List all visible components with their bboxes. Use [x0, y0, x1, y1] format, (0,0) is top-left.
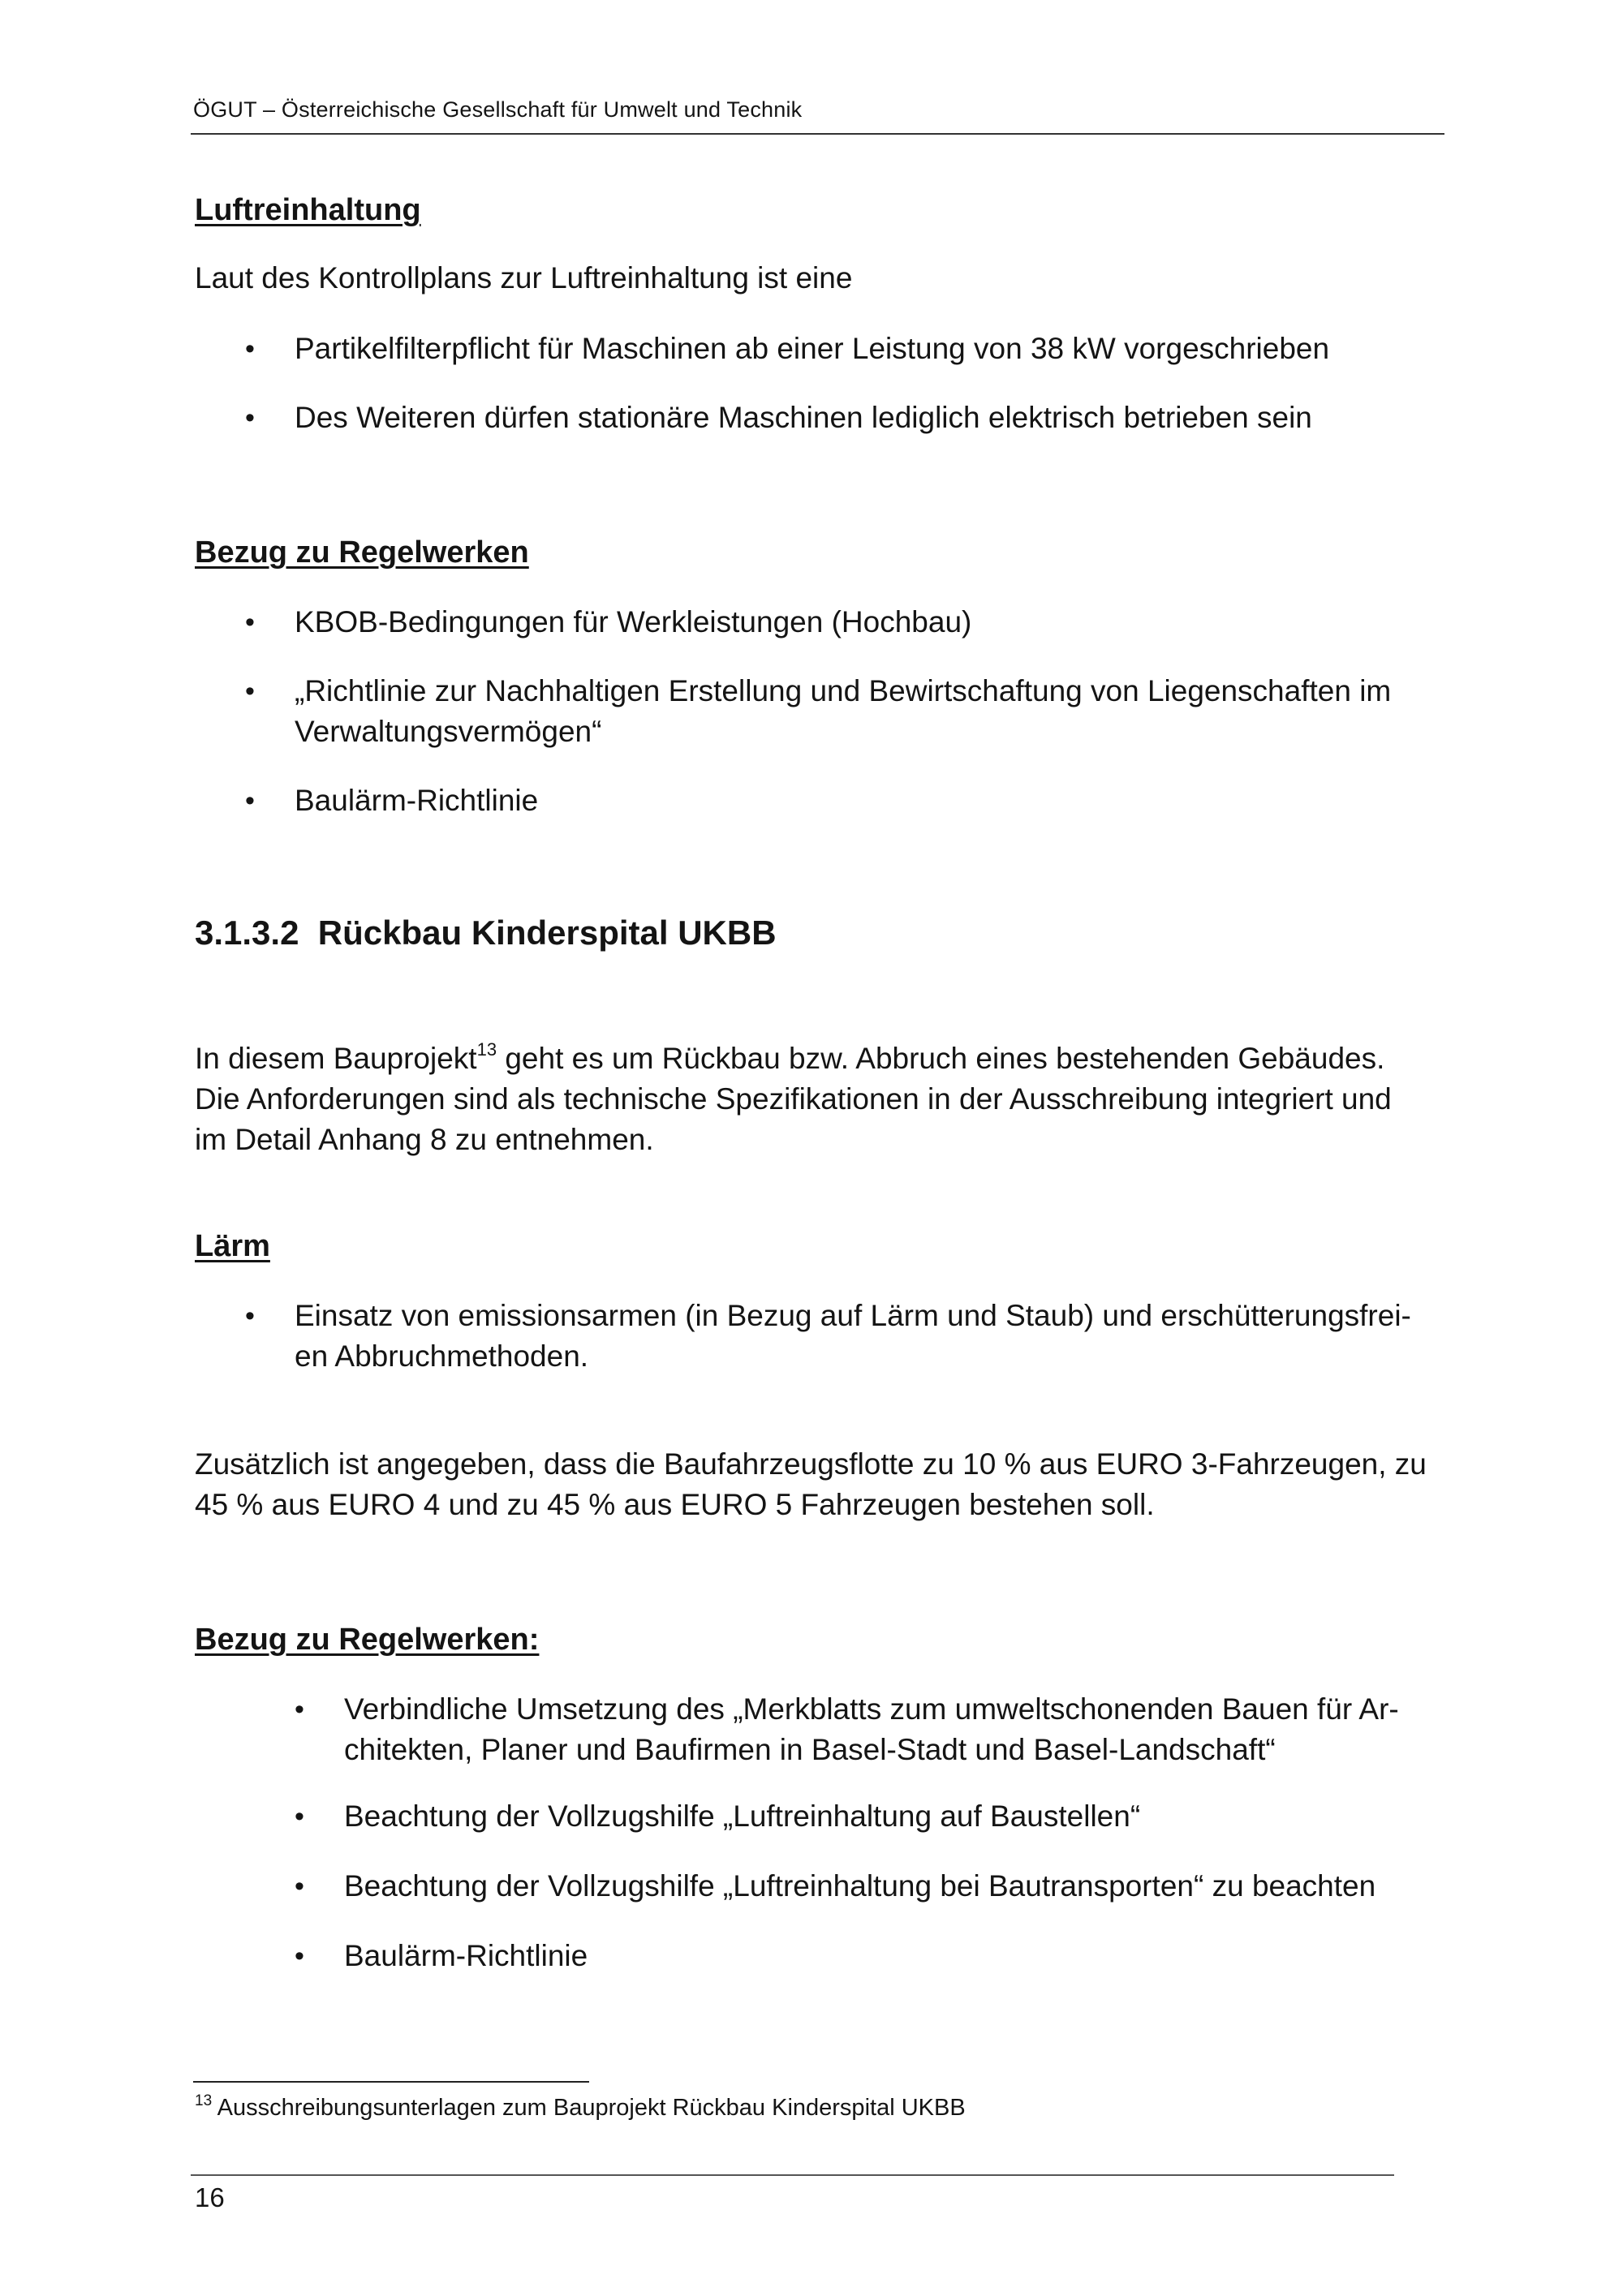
bullet-icon: • [295, 1941, 304, 1971]
footnote-separator [193, 2081, 589, 2083]
paragraph-text: geht es um Rückbau bzw. Abbruch eines bestehenden Gebäudes. [497, 1042, 1385, 1075]
footnote-text: Ausschreibungsunterlagen zum Bauprojekt Rückbau Kinderspital UKBB [212, 2095, 966, 2121]
section-title: 3.1.3.2 Rückbau Kinderspital UKBB [195, 914, 777, 952]
heading-luftreinhaltung: Luftreinhaltung [195, 193, 421, 227]
running-header: ÖGUT – Österreichische Gesellschaft für Umwelt und Technik [193, 97, 803, 122]
paragraph-line: Zusätzlich ist angegeben, dass die Baufahrzeugsflotte zu 10 % aus EURO 3-Fahrzeugen, zu [195, 1447, 1427, 1481]
paragraph-project [195, 1038, 1461, 1160]
paragraph-line [195, 1038, 1461, 1079]
list-item [245, 1296, 1446, 1377]
list-item-text: Verwaltungsvermögen“ [295, 715, 602, 748]
paragraph-line: 45 % aus EURO 4 und zu 45 % aus EURO 5 Fahrzeugen bestehen soll. [195, 1488, 1155, 1521]
bullet-icon: • [245, 785, 255, 816]
bullet-icon: • [295, 1871, 304, 1902]
bullet-icon: • [245, 1301, 255, 1331]
paragraph-text: In diesem Bauprojekt [195, 1042, 477, 1075]
list-item-text: „Richtlinie zur Nachhaltigen Erstellung und Bewirtschaftung von Liegenschaften im [295, 674, 1392, 707]
list-item [245, 671, 1446, 752]
list-item-text: Einsatz von emissionsarmen (in Bezug auf Lärm und Staub) und erschütterungsfrei- [295, 1299, 1411, 1332]
heading-bezug-regelwerken-2: Bezug zu Regelwerken: [195, 1623, 540, 1657]
header-rule [191, 133, 1444, 135]
paragraph-flotte [195, 1444, 1427, 1525]
list-item-text: Beachtung der Vollzugshilfe „Luftreinhaltung auf Baustellen“ [344, 1799, 1141, 1833]
paragraph-line: Die Anforderungen sind als technische Spezifikationen in der Ausschreibung integriert und [195, 1082, 1392, 1116]
bullet-icon: • [295, 1694, 304, 1725]
list-item-text: Des Weiteren dürfen stationäre Maschinen lediglich elektrisch betrieben sein [295, 401, 1312, 434]
footnote-number: 13 [195, 2092, 213, 2109]
footnote-ref: 13 [476, 1039, 497, 1060]
list-item-text: en Abbruchmethoden. [295, 1339, 589, 1373]
heading-bezug-regelwerken: Bezug zu Regelwerken [195, 535, 529, 570]
bullet-icon: • [245, 676, 255, 707]
list-item-text: Beachtung der Vollzugshilfe „Luftreinhaltung bei Bautransporten“ zu beachten [344, 1869, 1376, 1903]
list-item-text: Partikelfilterpflicht für Maschinen ab einer Leistung von 38 kW vorgeschrieben [295, 332, 1330, 365]
footer-rule [191, 2174, 1394, 2176]
paragraph-luft-intro: Laut des Kontrollplans zur Luftreinhaltung ist eine [195, 261, 853, 295]
list-item-text: KBOB-Bedingungen für Werkleistungen (Hochbau) [295, 605, 972, 638]
page-number: 16 [195, 2182, 225, 2212]
bullet-icon: • [245, 607, 255, 638]
list-item-text: Verbindliche Umsetzung des „Merkblatts zum umweltschonenden Bauen für Ar- [344, 1692, 1399, 1726]
list-item [295, 1689, 1447, 1770]
list-item-text: Baulärm-Richtlinie [344, 1939, 588, 1972]
list-item-text: Baulärm-Richtlinie [295, 784, 539, 817]
footnote [195, 2093, 966, 2122]
bullet-icon: • [245, 333, 255, 364]
bullet-icon: • [245, 402, 255, 433]
bullet-icon: • [295, 1801, 304, 1832]
list-item-text: chitekten, Planer und Baufirmen in Basel-Stadt und Basel-Landschaft“ [344, 1733, 1276, 1766]
heading-laerm: Lärm [195, 1229, 270, 1263]
paragraph-line: im Detail Anhang 8 zu entnehmen. [195, 1123, 654, 1156]
